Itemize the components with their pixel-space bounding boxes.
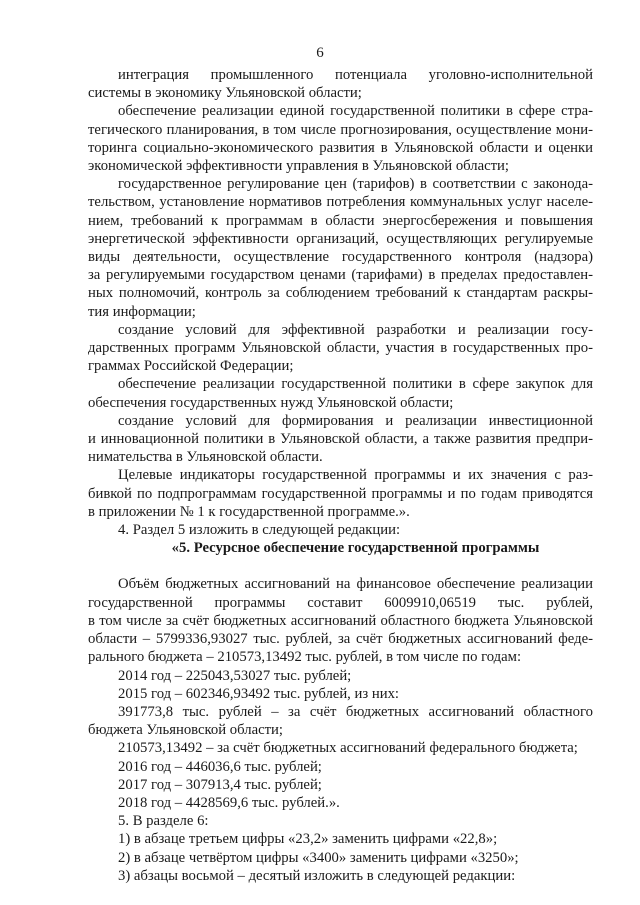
paragraph [88,703,593,739]
paragraph [88,466,593,521]
text-line: 1) в абзаце третьем цифры «23,2» заменить цифрами «22,8»; [118,831,498,848]
text-line: области – 5799336,93027 тыс. рублей, за счёт бюджетных ассигнований феде- [88,631,593,648]
text-line: в том числе за счёт бюджетных ассигнований областного бюджета Ульяновской [88,612,593,629]
text-line: 5. В разделе 6: [118,813,209,830]
section-heading: «5. Ресурсное обеспечение государственной программы [171,540,540,557]
paragraph [88,739,593,757]
text-line: 2015 год – 602346,93492 тыс. рублей, из них: [118,685,399,702]
text-line: обеспечение реализации государственной политики в сфере закупок для [118,376,593,393]
text-line: тегического планирования, в том числе прогнозирования, осуществление мони- [88,121,593,138]
page-number: 6 [316,45,324,61]
text-line: рального бюджета – 210573,13492 тыс. рублей, в том числе по годам: [88,649,522,666]
text-line: граммах Российской Федерации; [88,358,294,375]
text-line: 2014 год – 225043,53027 тыс. рублей; [118,667,352,684]
text-line: тельством, установление нормативов потребления коммунальных услуг населе- [88,194,593,211]
paragraph [88,830,593,848]
text-line: 391773,8 тыс. рублей – за счёт бюджетных ассигнований областного [118,703,593,720]
text-line: обеспечение реализации единой государственной политики в сфере стра- [118,103,593,120]
paragraph [88,412,593,467]
paragraph [88,794,593,812]
paragraph [88,849,593,867]
paragraph [88,575,593,666]
document-body [88,66,593,885]
text-line: ных полномочий, контроль за соблюдением требований к стандартам раскры- [88,285,593,302]
text-line: создание условий для формирования и реализации инвестиционной [118,412,593,429]
paragraph [88,175,593,321]
text-line: экономической эффективности управления в Ульяновской области; [88,158,509,175]
spacer [88,557,593,575]
text-line: торинга социально-экономического развития в Ульяновской области и оценки [88,139,593,156]
text-line: 3) абзацы восьмой – десятый изложить в следующей редакции: [118,867,516,884]
text-line: виды деятельности, осуществление государственного контроля (надзора) [88,249,593,266]
paragraph [88,812,593,830]
text-line: 4. Раздел 5 изложить в следующей редакции: [118,522,401,539]
text-line: 210573,13492 – за счёт бюджетных ассигнований федерального бюджета; [118,740,578,757]
paragraph [88,685,593,703]
text-line: бивкой по подпрограммам государственной программы и по годам приводятся [88,485,593,502]
paragraph [88,521,593,539]
text-line: обеспечения государственных нужд Ульяновской области; [88,394,454,411]
paragraph [88,102,593,175]
paragraph [88,66,593,102]
paragraph [88,667,593,685]
text-line: Целевые индикаторы государственной программы и их значения с раз- [118,467,593,484]
text-line: в приложении № 1 к государственной программе.». [88,503,410,520]
text-line: 2017 год – 307913,4 тыс. рублей; [118,776,322,793]
text-line: за регулируемыми государством ценами (тарифами) в пределах предоставлен- [88,267,593,284]
text-line: 2016 год – 446036,6 тыс. рублей; [118,758,322,775]
paragraph [88,758,593,776]
text-line: государственное регулирование цен (тарифов) в соответствии с законода- [118,176,593,193]
paragraph [88,321,593,376]
text-line: энергетической эффективности организаций, осуществляющих регулируемые [88,230,593,247]
paragraph [88,776,593,794]
paragraph [88,867,593,885]
text-line: системы в экономику Ульяновской области; [88,85,362,102]
text-line: тия информации; [88,303,196,320]
text-line: дарственных программ Ульяновской области, участия в государственных про- [88,340,593,357]
text-line: 2) в абзаце четвёртом цифры «3400» заменить цифрами «3250»; [118,849,519,866]
text-line: 2018 год – 4428569,6 тыс. рублей.». [118,794,340,811]
text-line: нием, требований к программам в области энергосбережения и повышения [88,212,593,229]
text-line: государственной программы составит 6009910,06519 тыс. рублей, [88,594,593,611]
text-line: Объём бюджетных ассигнований на финансовое обеспечение реализации [118,576,593,593]
text-line: создание условий для эффективной разработки и реализации госу- [118,321,593,338]
paragraph [88,375,593,411]
text-line: интеграция промышленного потенциала уголовно-исполнительной [118,67,593,83]
text-line: и инновационной политики в Ульяновской области, а также развития предпри- [88,431,593,448]
text-line: нимательства в Ульяновской области. [88,449,323,466]
text-line: бюджета Ульяновской области; [88,722,283,739]
